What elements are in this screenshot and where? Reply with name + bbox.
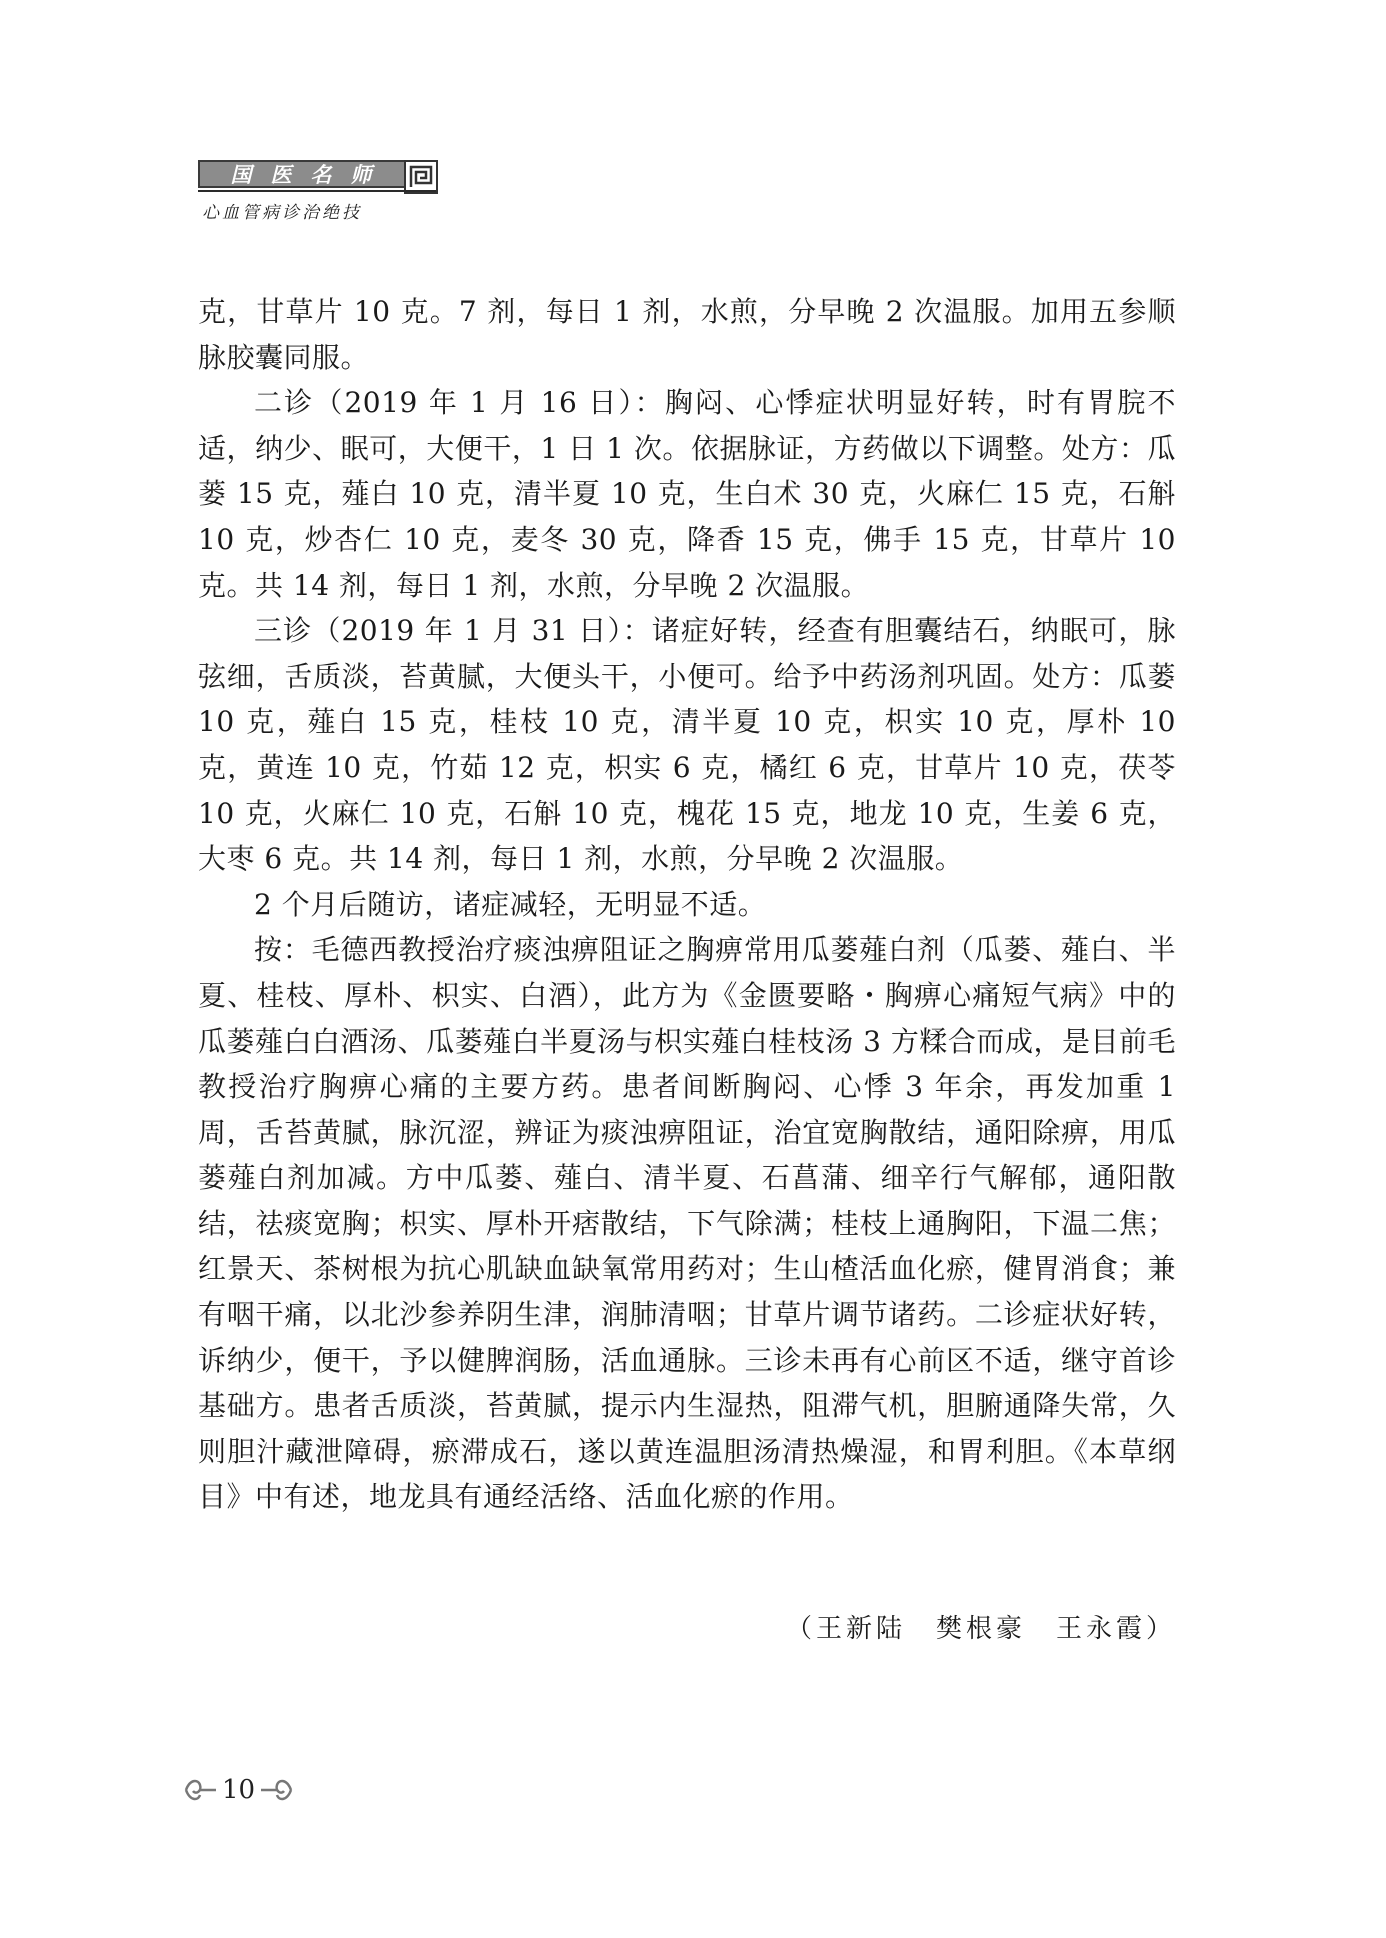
left-scroll-ornament-icon	[184, 1775, 218, 1805]
page-number	[184, 1770, 293, 1810]
fret-ornament-icon	[404, 160, 438, 194]
right-scroll-ornament-icon	[259, 1775, 293, 1805]
series-title-char: 师	[350, 162, 374, 187]
paragraph: 按：毛德西教授治疗痰浊痹阻证之胸痹常用瓜蒌薤白剂（瓜蒌、薤白、半夏、桂枝、厚朴、枳实、白酒），此方为《金匮要略・胸痹心痛短气病》中的瓜蒌薤白白酒汤、瓜蒌薤白半夏汤与枳实薤白桂枝汤 3 方糅合而成，是目前毛教授治疗胸痹心痛的主要方药。患者间断胸闷、心悸 3 年余，再发加重 1 周，舌苔黄腻，脉沉涩，辨证为痰浊痹阻证，治宜宽胸散结，通阳除痹，用瓜蒌薤白剂加减。方中瓜蒌、薤白、清半夏、石菖蒲、细辛行气解郁，通阳散结，祛痰宽胸；枳实、厚朴开痞散结，下气除满；桂枝上通胸阳，下温二焦；红景天、茶树根为抗心肌缺血缺氧常用药对；生山楂活血化瘀，健胃消食；兼有咽干痛，以北沙参养阴生津，润肺清咽；甘草片调节诸药。二诊症状好转，诉纳少，便干，予以健脾润肠，活血通脉。三诊未再有心前区不适，继守首诊基础方。患者舌质淡，苔黄腻，提示内生湿热，阻滞气机，胆腑通降失常，久则胆汁藏泄障碍，瘀滞成石，遂以黄连温胆汤清热燥湿，和胃利胆。《本草纲目》中有述，地龙具有通经活络、活血化瘀的作用。	[198, 933, 1176, 1514]
series-title-char: 医	[270, 162, 294, 187]
book-subtitle: 心血管病诊治绝技	[202, 203, 362, 223]
header-rule	[198, 190, 436, 192]
series-title-band	[198, 160, 406, 188]
paragraph: 二诊（2019 年 1 月 16 日）：胸闷、心悸症状明显好转，时有胃脘不适，纳少、眠可，大便干，1 日 1 次。依据脉证，方药做以下调整。处方：瓜蒌 15 克，薤白 10 克，清半夏 10 克，生白术 30 克，火麻仁 15 克，石斛 10 克，炒杏仁 10 克，麦冬 30 克，降香 15 克，佛手 15 克，甘草片 10 克。共 14 剂，每日 1 剂，水煎，分早晚 2 次温服。	[198, 386, 1176, 602]
page-number-text: 10	[222, 1775, 256, 1805]
body-text	[198, 289, 1176, 1520]
running-header	[198, 160, 436, 223]
paragraph: 克，甘草片 10 克。7 剂，每日 1 剂，水煎，分早晚 2 次温服。加用五参顺脉胶囊同服。	[198, 295, 1176, 374]
series-title-char: 国	[230, 162, 254, 187]
paragraph: 三诊（2019 年 1 月 31 日）：诸症好转，经查有胆囊结石，纳眠可，脉弦细，舌质淡，苔黄腻，大便头干，小便可。给予中药汤剂巩固。处方：瓜蒌 10 克，薤白 15 克，桂枝 10 克，清半夏 10 克，枳实 10 克，厚朴 10 克，黄连 10 克，竹茹 12 克，枳实 6 克，橘红 6 克，甘草片 10 克，茯苓 10 克，火麻仁 10 克，石斛 10 克，槐花 15 克，地龙 10 克，生姜 6 克，大枣 6 克。共 14 剂，每日 1 剂，水煎，分早晚 2 次温服。	[198, 614, 1176, 876]
series-title-char: 名	[310, 162, 334, 187]
paragraph: 2 个月后随访，诸症减轻，无明显不适。	[254, 887, 767, 921]
author-signature: （王新陆 樊根豪 王永霞）	[785, 1614, 1176, 1644]
